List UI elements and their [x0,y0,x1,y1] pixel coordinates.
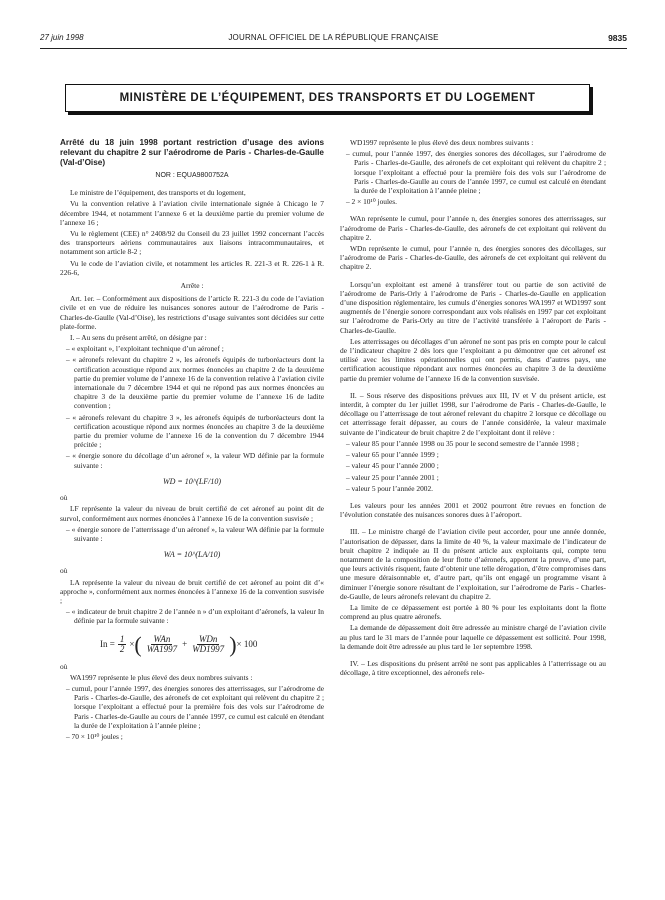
half-fraction [118,635,127,654]
paragraph: WA1997 représente le plus élevé des deux nombres suivants : [70,672,253,682]
paragraph: Le ministre de l’équipement, des transports et du logement, [70,188,246,198]
formula-indicator: In = $\frac{1}{2}$ × ( $\frac{\text{WAn}}{WA1997}$ + $\frac{\text{WDn}}{WD1997}$ ) × 100 [100,631,258,657]
paragraph: Vu le code de l’aviation civile, et notamment les articles R. 221-3 et R. 226-1 à R. 226-6, [60,258,324,277]
fraction-denominator: WA1997 [146,644,178,655]
page-header [40,33,627,45]
paragraph: Vu le règlement (CEE) n° 2408/92 du Conseil du 23 juillet 1992 concernant l’accès des transporteurs aériens communautaires aux liaisons intracommunautaires, et notamment son article 8-2 ; [60,229,324,257]
formula-wd: WD = 10^(LF/10) [162,476,222,486]
definition-item: – « énergie sonore de l’atterrissage d’un aéronef », la valeur WA définie par la formule suivante : [66,524,324,543]
value-item: – valeur 25 pour l’année 2001 ; [346,472,439,482]
decree-title: Arrêté du 18 juin 1998 portant restriction d’usage des avions relevant du chapitre 2 sur l’aérodrome de Paris - Charles-de-Gaulle (Val-d’Oise) [60,138,324,167]
section-i: I. – Au sens du présent arrêté, on désigne par : [70,333,207,343]
paragraph: Lorsqu’un exploitant est amené à transférer tout ou partie de son activité de l’aérodrome de Paris-Orly à l’aérodrome de Paris - Charles-de-Gaulle en application d’une disposition réglementaire, les cumuls d’énergies sonores WA1997 et WD1997 sont augmentés de l’énergie sonore correspondant aux vols réalisés en 1997 par cet exploitant sur l’aérodrome de Paris-Orly au titre de l’activité transférée à l’aéroport de Paris - Charles-de-Gaulle. [340,279,606,335]
definition-item: – cumul, pour l’année 1997, des énergies sonores des atterrissages, sur l’aérodrome de Paris - Charles-de-Gaulle, des aéronefs de cet exploitant qui relèvent du chapitre 2 ; lorsque l’exploitant a effectué pour la première fois des vols sur l’aérodrome de Paris - Charles-de-Gaulle au cours de l’année 1997, ce cumul est calculé en étendant la durée de l’exploitation à l’année pleine ; [66,683,324,730]
section-iii: III. – Le ministre chargé de l’aviation civile peut accorder, pour une année donnée, l’autorisation de dépasser, dans la limite de 40 %, la valeur maximale de l’indicateur de bruit chapitre 2 indiquée au II du présent article aux exploitants qui, compte tenu notamment de la composition de leur flotte d’aéronefs, apportent la preuve, d’une part, que leurs activités risquent, faute d’obtenir une telle dérogation, d’être compromises dans une mesure déraisonnable et, d’autre part, qu’ils ont engagé un programme visant à diminuer l’énergie sonore résultant de l’exploitation, sur l’aérodrome de Paris - Charles-de-Gaulle, de leurs aéronefs relevant du chapitre 2. [340,527,606,601]
ministry-banner: MINISTÈRE DE L’ÉQUIPEMENT, DES TRANSPORTS ET DU LOGEMENT [65,84,590,112]
paragraph: Vu la convention relative à l’aviation civile internationale signée à Chicago le 7 décembre 1944, et notamment l’annexe 6 et la deuxième partie du premier volume de l’annexe 16 ; [60,199,324,227]
fraction-numerator: 1 [119,633,125,644]
formula-lhs: In = [100,638,115,649]
definition-item: – 2 × 10¹⁰ joules. [346,197,398,207]
issue-date: 27 juin 1998 [40,33,84,42]
page-number: 9835 [608,33,627,43]
paragraph: WDn représente le cumul, pour l’année n, des énergies sonores des décollages, sur l’aérodrome de Paris - Charles-de-Gaulle, des aéronefs de cet exploitant qui relèvent du chapitre 2. [340,244,606,272]
definition-item: – « exploitant », l’exploitant technique d’un aéronef ; [66,344,224,354]
section-iv: IV. – Les dispositions du présent arrêté ne sont pas applicables à l’atterrissage ou au décollage, à titre exceptionnel, des aéronefs rele- [340,658,606,678]
paragraph: Les valeurs pour les années 2001 et 2002 pourront être revues en fonction de l’évolution constatée des nuisances sonores dues à l’aéroport. [340,500,606,520]
definition-item: – cumul, pour l’année 1997, des énergies sonores des décollages, sur l’aérodrome de Paris - Charles-de-Gaulle, des aéronefs de cet exploitant qui relèvent du chapitre 2 ; lorsque l’exploitant a effectué pour la première fois des vols sur l’aérodrome de Paris - Charles-de-Gaulle au cours de l’année 1997, ce cumul est calculé en étendant la durée de l’exploitation à l’année pleine ; [346,149,606,196]
paragraph: La limite de ce dépassement est portée à 80 % pour les exploitants dont la flotte comprend au plus quatre aéronefs. [340,602,606,622]
header-rule [40,48,627,49]
fraction-denominator: 2 [119,644,125,655]
value-item: – valeur 45 pour l’année 2000 ; [346,461,439,471]
value-item: – valeur 65 pour l’année 1999 ; [346,450,439,460]
paragraph: WAn représente le cumul, pour l’année n, des énergies sonores des atterrissages, sur l’aérodrome de Paris - Charles-de-Gaulle, des aéronefs de cet exploitant qui relèvent du chapitre 2. [340,214,606,242]
paragraph: WD1997 représente le plus élevé des deux nombres suivants : [350,138,534,147]
definition-item: – 70 × 10¹⁰ joules ; [66,731,123,741]
fraction-denominator: WD1997 [192,644,225,655]
ou-label: où [60,566,68,576]
paragraph: Les atterrissages ou décollages d’un aéronef ne sont pas pris en compte pour le calcul de l’indicateur chapitre 2 dès lors que l’exploitant a pu démontrer que cet aéronef est utilisé avec les limites opérationnelles qui ont permis, dans d’autres pays, une certification acoustique répondant aux normes énoncées au chapitre 3 de la deuxième partie du premier volume de l’annexe 16 de la convention susvisée. [340,336,606,383]
wa-fraction [145,635,179,654]
wd-fraction [190,635,226,654]
definition-item: – « énergie sonore du décollage d’un aéronef », la valeur WD définie par la formule suivante : [66,451,324,470]
journal-title: JOURNAL OFFICIEL DE LA RÉPUBLIQUE FRANÇAISE [228,33,439,42]
paragraph: LA représente la valeur du niveau de bruit certifié de cet aéronef au point dit d’« approche », conformément aux normes énoncées à l’annexe 16 de la convention susvisée ; [60,577,324,605]
arrete-heading: Arrête : [180,281,204,291]
fraction-numerator: WDn [198,633,218,644]
nor-reference: NOR : EQUA9800752A [155,172,229,179]
fraction-numerator: WAn [153,633,171,644]
section-ii: II. – Sous réserve des dispositions prévues aux III, IV et V du présent article, est interdit, à compter du 1er juillet 1998, sur l’aérodrome de Paris - Charles-de-Gaulle, le décollage ou l’atterrissage de tout aéronef relevant du chapitre 2 lorsque ce décollage ou cet atterrissage ferait dépasser, au cours de l’année considérée, la valeur maximale suivante de l’indicateur de bruit chapitre 2 de l’exploitant dont il relève : [340,390,606,437]
formula-tail: × 100 [236,638,258,649]
right-column [340,138,606,679]
definition-item: – « indicateur de bruit chapitre 2 de l’année n » d’un exploitant d’aéronefs, la valeur In définie par la formule suivante : [66,607,324,626]
paragraph: La demande de dépassement doit être adressée au ministre chargé de l’aviation civile au plus tard le 31 mars de l’année pour laquelle ce dépassement est sollicité. Pour 1998, la demande doit être adressée au plus tard le 1er septembre 1998. [340,623,606,651]
value-item: – valeur 85 pour l’année 1998 ou 35 pour le second semestre de l’année 1998 ; [346,438,579,448]
definition-item: – « aéronefs relevant du chapitre 2 », les aéronefs équipés de turboréacteurs dont la certification acoustique répond aux normes énoncées au chapitre 2 de la deuxième partie du premier volume de l’annexe 16 de la convention relative à l’aviation civile internationale du 7 décembre 1944 et qui ne répond pas aux normes énoncées au chapitre 3 de la deuxième partie du premier volume de l’annexe 16 de ladite convention ; [66,355,324,411]
formula-wa: WA = 10^(LA/10) [163,550,221,560]
ou-label: où [60,493,68,503]
left-column [60,138,324,743]
value-item: – valeur 5 pour l’année 2002. [346,483,434,493]
definition-item: – « aéronefs relevant du chapitre 3 », les aéronefs équipés de turboréacteurs dont la certification acoustique répond aux normes énoncées au chapitre 3 de la deuxième partie du premier volume de l’annexe 16 de la convention du 7 décembre 1944 précitée ; [66,412,324,450]
paragraph: LF représente la valeur du niveau de bruit certifié de cet aéronef au point dit de survol, conformément aux normes énoncées à l’annexe 16 de la convention susvisée ; [60,504,324,523]
ou-label: où [60,661,68,671]
article-1: Art. 1er. – Conformément aux dispositions de l’article R. 221-3 du code de l’aviation civile et en vue de réduire les nuisances sonores autour de l’aérodrome de Paris - Charles-de-Gaulle (Val-d’Oise), les restrictions d’usage suivantes sont décidées sur cette plate-forme. [60,294,324,331]
